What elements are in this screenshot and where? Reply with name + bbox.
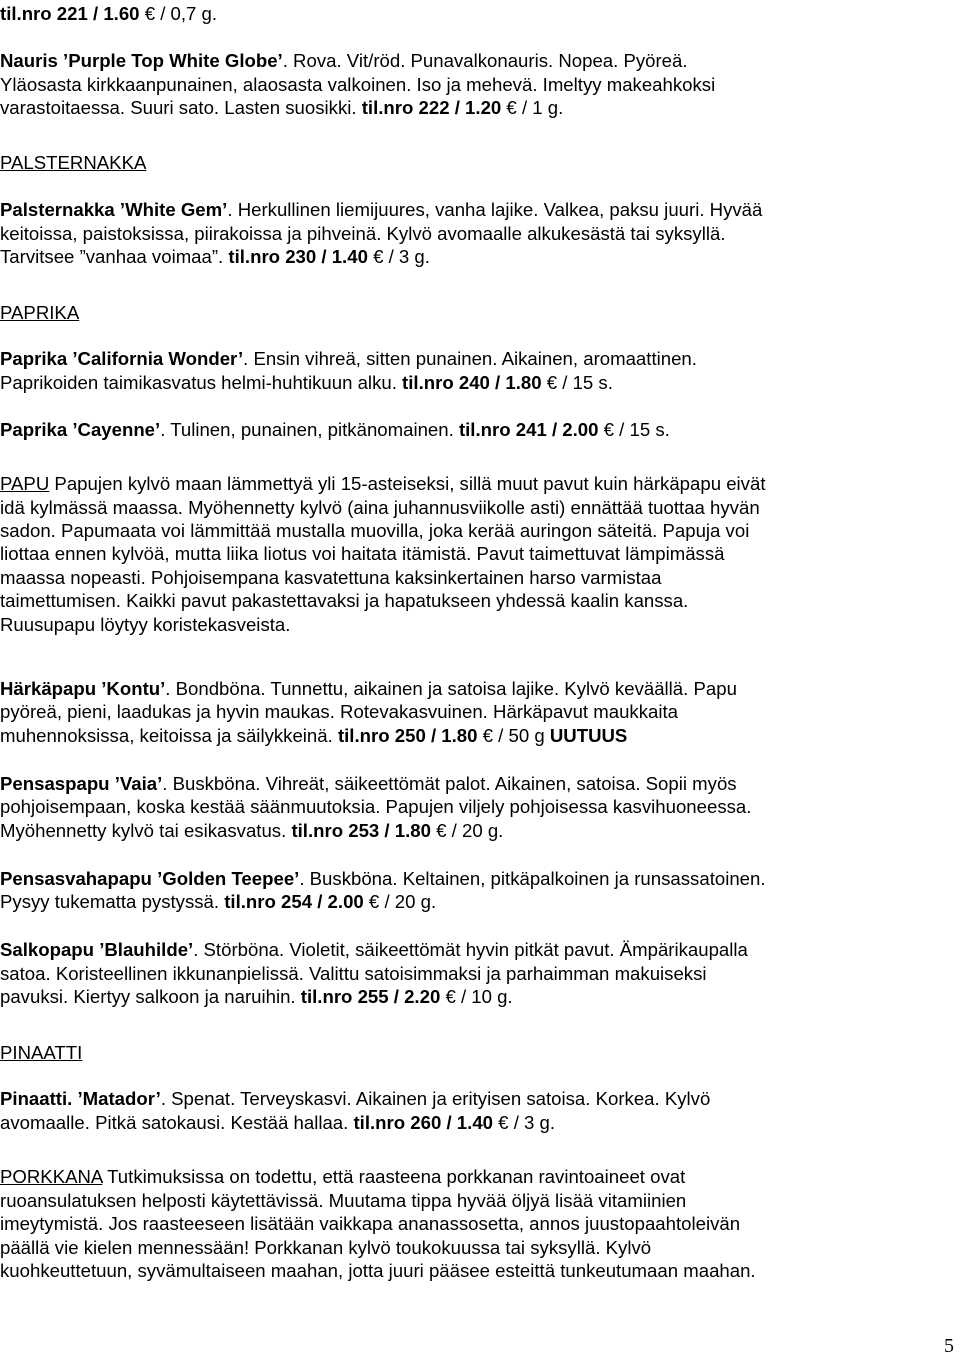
body-text: € / 3 g. (493, 1112, 556, 1133)
body-text: liottaa ennen kylvöä, mutta liika liotus voi haitata itämistä. Pavut taimettuvat lämpimässä (0, 543, 725, 564)
bold-text: til.nro 230 / 1.40 (228, 246, 368, 267)
body-text: avomaalle. Pitkä satokausi. Kestää hallaa. (0, 1112, 354, 1133)
section-heading-inline: PORKKANA (0, 1166, 103, 1187)
text-line (0, 96, 958, 119)
text-line (0, 700, 958, 723)
text-line (0, 496, 958, 519)
body-text: Tarvitsee ”vanhaa voimaa”. (0, 246, 229, 267)
text-line (0, 245, 958, 268)
text-line (0, 819, 958, 842)
text-line (0, 1212, 958, 1235)
text-line (0, 151, 958, 174)
bold-text: til.nro 254 / 2.00 (224, 891, 364, 912)
text-line (0, 566, 958, 589)
bold-text: Salkopapu ’Blauhilde’ (0, 939, 194, 960)
text-line (0, 613, 958, 636)
bold-text: Palsternakka ’White Gem’ (0, 199, 228, 220)
text-line (0, 198, 958, 221)
text-line (0, 1041, 958, 1064)
bold-text: til.nro 221 / 1.60 (0, 3, 140, 24)
body-text: . Bondböna. Tunnettu, aikainen ja satoisa lajike. Kylvö keväällä. Papu (165, 678, 737, 699)
bold-text: Nauris ’Purple Top White Globe’ (0, 50, 283, 71)
text-line (0, 1189, 958, 1212)
text-line (0, 2, 958, 25)
body-text: taimettumisen. Kaikki pavut pakastettavaksi ja hapatukseen yhdessä kaalin kanssa. (0, 590, 689, 611)
body-text: päällä vie kielen mennessään! Porkkanan kylvö toukokuussa tai syksyllä. Kylvö (0, 1237, 652, 1258)
bold-text: til.nro 253 / 1.80 (291, 820, 431, 841)
body-text: . Störböna. Violetit, säikeettömät hyvin pitkät pavut. Ämpärikaupalla (193, 939, 748, 960)
bold-text: til.nro 240 / 1.80 (402, 372, 542, 393)
text-line (0, 1087, 958, 1110)
body-text: Ruusupapu löytyy koristekasveista. (0, 614, 291, 635)
body-text: . Herkullinen liemijuures, vanha lajike. Valkea, paksu juuri. Hyvää (227, 199, 763, 220)
text-line (0, 677, 958, 700)
section-heading: PAPRIKA (0, 302, 80, 323)
bold-text: Paprika ’Cayenne’ (0, 419, 161, 440)
body-text: muhennoksissa, keitoissa ja säilykkeinä. (0, 725, 338, 746)
body-text: € / 15 s. (598, 419, 670, 440)
text-line (0, 867, 958, 890)
bold-text: til.nro 241 / 2.00 (458, 419, 599, 440)
text-line (0, 938, 958, 961)
text-line (0, 222, 958, 245)
body-text: keitoissa, paistoksissa, piirakoissa ja pihveinä. Kylvö avomaalle alkukesästä tai syksyllä. (0, 223, 726, 244)
text-line (0, 371, 958, 394)
text-line (0, 962, 958, 985)
body-text: € / 50 g (477, 725, 550, 746)
body-text: Myöhennetty kylvö tai esikasvatus. (0, 820, 292, 841)
body-text: Pysyy tukematta pystyssä. (0, 891, 225, 912)
body-text: . Rova. Vit/röd. Punavalkonauris. Nopea. Pyöreä. (282, 50, 688, 71)
body-text: € / 20 g. (430, 820, 504, 841)
body-text: . Buskböna. Vihreät, säikeettömät palot. Aikainen, satoisa. Sopii myös (162, 773, 737, 794)
body-text: € / 1 g. (501, 97, 564, 118)
body-text: imeytymistä. Jos raasteeseen lisätään vaikkapa ananassosetta, annos juustopaahtoleivän (0, 1213, 741, 1234)
text-line (0, 1259, 958, 1282)
text-line (0, 519, 958, 542)
body-text: pavuksi. Kiertyy salkoon ja naruihin. (0, 986, 301, 1007)
bold-text: Pinaatti. ’Matador’ (0, 1088, 161, 1109)
body-text: satoa. Koristeellinen ikkunanpielissä. Valittu satoisimmaksi ja parhaimman makuiseksi (0, 963, 707, 984)
body-text: kuohkeuttetuun, syvämultaiseen maahan, jotta juuri pääsee esteittä tunkeutumaan maahan. (0, 1260, 756, 1281)
bold-text: Pensasvahapapu ’Golden Teepee’ (0, 868, 300, 889)
section-heading: PINAATTI (0, 1042, 83, 1063)
body-text: Paprikoiden taimikasvatus helmi-huhtikuun alku. (0, 372, 403, 393)
text-line (0, 542, 958, 565)
bold-text: UUTUUS (549, 725, 628, 746)
text-line (0, 418, 958, 441)
section-heading: PALSTERNAKKA (0, 152, 147, 173)
text-line (0, 1111, 958, 1134)
text-line (0, 772, 958, 795)
section-heading-inline: PAPU (0, 473, 50, 494)
text-line (0, 347, 958, 370)
body-text: . Spenat. Terveyskasvi. Aikainen ja erityisen satoisa. Korkea. Kylvö (160, 1088, 711, 1109)
body-text: € / 3 g. (367, 246, 430, 267)
text-line (0, 890, 958, 913)
body-text: Tutkimuksissa on todettu, että raasteena porkkanan ravintoaineet ovat (102, 1166, 686, 1187)
bold-text: til.nro 250 / 1.80 (337, 725, 478, 746)
body-text: € / 0,7 g. (139, 3, 218, 24)
bold-text: Pensaspapu ’Vaia’ (0, 773, 163, 794)
body-text: ruoansulatuksen helposti käytettävissä. Muutama tippa hyvää öljyä lisää vitamiinien (0, 1190, 687, 1211)
body-text: Yläosasta kirkkaanpunainen, alaosasta valkoinen. Iso ja mehevä. Imeltyy makeahkoksi (0, 74, 716, 95)
text-line (0, 985, 958, 1008)
body-text: pohjoisempaan, koska kestää säänmuutoksia. Papujen viljely pohjoisessa kasvihuoneessa. (0, 796, 752, 817)
page-number: 5 (944, 1335, 954, 1357)
text-line (0, 301, 958, 324)
body-text: € / 15 s. (541, 372, 613, 393)
body-text: . Tulinen, punainen, pitkänomainen. (160, 419, 459, 440)
text-line (0, 472, 958, 495)
text-line (0, 1165, 958, 1188)
body-text: maassa nopeasti. Pohjoisempana kasvatettuna kaksinkertainen harso varmistaa (0, 567, 662, 588)
text-line (0, 589, 958, 612)
text-line (0, 73, 958, 96)
body-text: € / 20 g. (363, 891, 437, 912)
bold-text: Paprika ’California Wonder’ (0, 348, 244, 369)
bold-text: Härkäpapu ’Kontu’ (0, 678, 166, 699)
text-line (0, 49, 958, 72)
text-line (0, 1236, 958, 1259)
body-text: idä kylmässä maassa. Myöhennetty kylvö (aina juhannusviikolle asti) ennättää tuottaa hyvän (0, 497, 760, 518)
body-text: € / 10 g. (440, 986, 513, 1007)
body-text: pyöreä, pieni, laadukas ja hyvin maukas. Rotevakasvuinen. Härkäpavut maukkaita (0, 701, 679, 722)
body-text: Papujen kylvö maan lämmettyä yli 15-asteiseksi, sillä muut pavut kuin härkäpapu eivät (49, 473, 766, 494)
body-text: . Ensin vihreä, sitten punainen. Aikainen, aromaattinen. (243, 348, 697, 369)
text-line (0, 795, 958, 818)
body-text: . Buskböna. Keltainen, pitkäpalkoinen ja runsassatoinen. (299, 868, 766, 889)
body-text: varastoitaessa. Suuri sato. Lasten suosikki. (0, 97, 362, 118)
bold-text: til.nro 222 / 1.20 (361, 97, 502, 118)
text-line (0, 724, 958, 747)
body-text: sadon. Papumaata voi lämmittää mustalla muovilla, joka kerää auringon säteitä. Papuja voi (0, 520, 750, 541)
bold-text: til.nro 255 / 2.20 (300, 986, 441, 1007)
bold-text: til.nro 260 / 1.40 (353, 1112, 494, 1133)
